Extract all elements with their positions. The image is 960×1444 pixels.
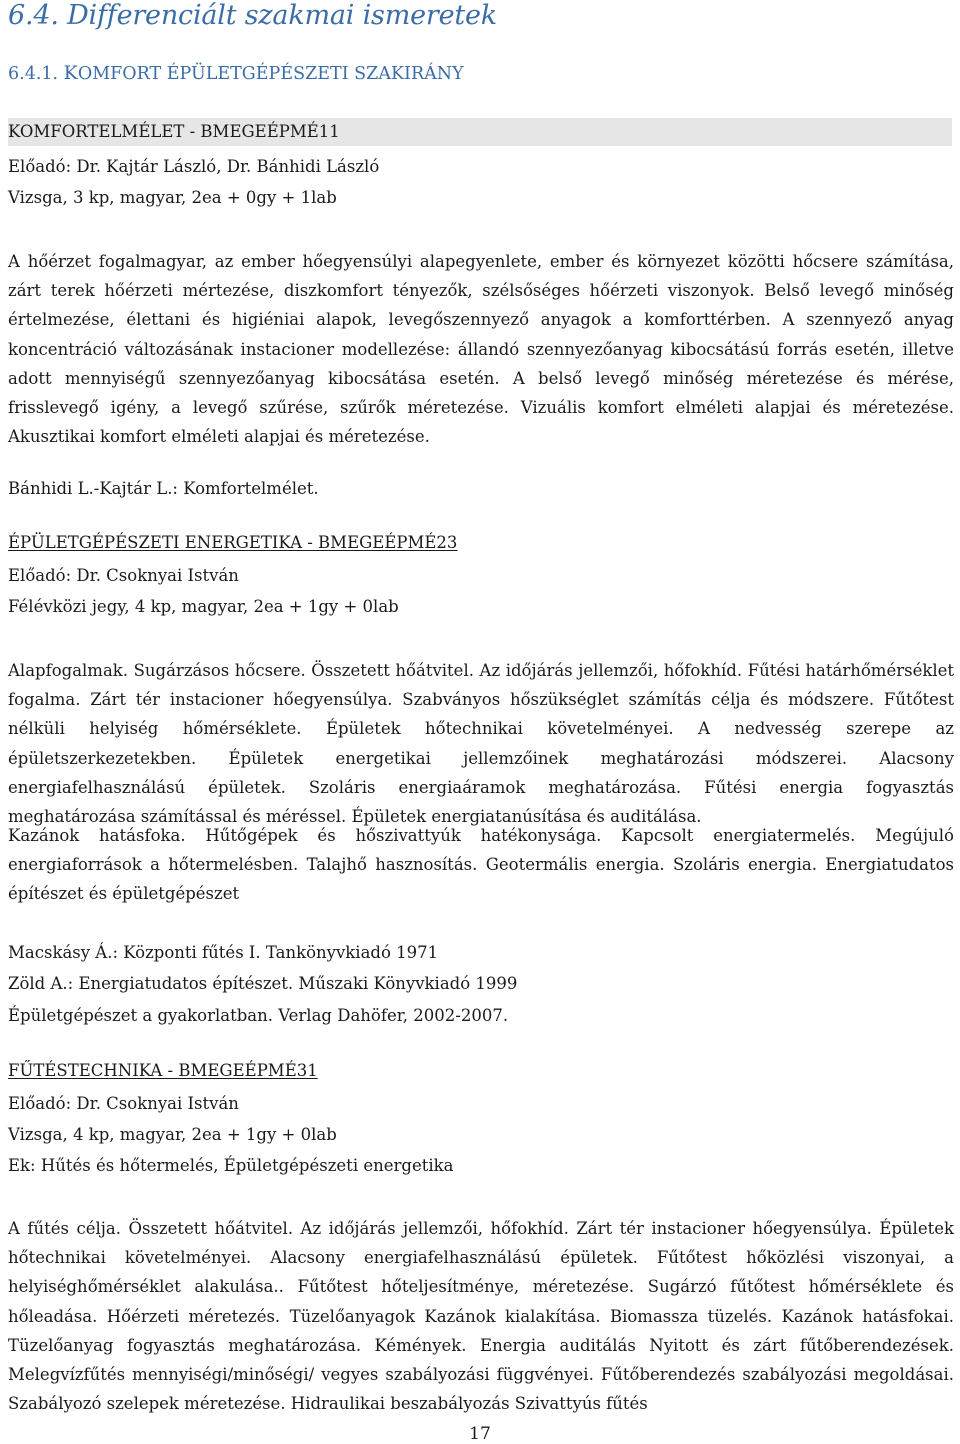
course3-prerequisite: Ek: Hűtés és hőtermelés, Épületgépészeti energetika: [8, 1156, 454, 1175]
section-title: 6.4. Differenciált szakmai ismeretek: [8, 0, 497, 31]
subsection-title: [8, 62, 464, 84]
subsection-name: OMFORT ÉPÜLETGÉPÉSZETI SZAKIRÁNY: [77, 64, 464, 84]
course2-lecturer: Előadó: Dr. Csoknyai István: [8, 566, 239, 585]
course2-title: ÉPÜLETGÉPÉSZETI ENERGETIKA - BMEGEÉPMÉ23: [8, 533, 458, 552]
course2-info: Félévközi jegy, 4 kp, magyar, 2ea + 1gy + 0lab: [8, 597, 399, 616]
course1-info: Vizsga, 3 kp, magyar, 2ea + 0gy + 1lab: [8, 188, 337, 207]
course3-title: FŰTÉSTECHNIKA - BMEGEÉPMÉ31: [8, 1061, 318, 1080]
course3-description: A fűtés célja. Összetett hőátvitel. Az időjárás jellemzői, hőfokhíd. Zárt tér instacioner hőegyensúlya. Épületek hőtechnikai követelményei. Alacsony energiafelhasználású épületek. Fűtőtest hőközlési viszonyai, a helyiséghőmérséklet alakulása.. Fűtőtest hőteljesítménye, méretezése. Sugárzó fűtőtest hőmérséklete és hőleadása. Hőérzeti méretezés. Tüzelőanyagok Kazánok kialakítása. Biomassza tüzelés. Kazánok hatásfokai. Tüzelőanyag fogyasztás meghatározása. Kémények. Energia auditálás Nyitott és zárt fűtőberendezések. Melegvízfűtés mennyiségi/minőségi/ vegyes szabályozási függvényei. Fűtőberendezés szabályozási megoldásai. Szabályozó szelepek méretezése. Hidraulikai beszabályozás Szivattyús fűtés: [8, 1219, 954, 1414]
course2-reference-1: Macskásy Á.: Központi fűtés I. Tankönyvkiadó 1971: [8, 943, 439, 962]
subsection-number: 6.4.1.: [8, 64, 59, 84]
page-number: 17: [469, 1424, 491, 1444]
course3-info: Vizsga, 4 kp, magyar, 2ea + 1gy + 0lab: [8, 1125, 337, 1144]
course1-description: A hőérzet fogalmagyar, az ember hőegyensúlyi alapegyenlete, ember és környezet közötti hőcsere számítása, zárt terek hőérzeti mértezése, diszkomfort tényezők, szélsőséges hőérzeti viszonyok. Belső levegő minőség értelmezése, élettani és higiéniai alapok, levegőszennyező anyagok a komforttérben. A szennyező anyag koncentráció változásának instacioner modellezése: állandó szennyezőanyag kibocsátású forrás esetén, illetve adott mennyiségű szennyezőanyag kibocsátása esetén. A belső levegő minőség méretezése és mérése, frisslevegő igény, a levegő szűrése, szűrők méretezése. Vizuális komfort elméleti alapjai és méretezése. Akusztikai komfort elméleti alapjai és méretezése.: [8, 252, 954, 447]
course2-reference-3: Épületgépészet a gyakorlatban. Verlag Dahöfer, 2002-2007.: [8, 1006, 509, 1025]
course1-reference: Bánhidi L.-Kajtár L.: Komfortelmélet.: [8, 479, 319, 498]
course2-description-2: Kazánok hatásfoka. Hűtőgépek és hőszivattyúk hatékonysága. Kapcsolt energiatermelés. Megújuló energiaforrások a hőtermelésben. Talajhő hasznosítás. Geotermális energia. Szoláris energia. Energiatudatos építészet és épületgépészet: [8, 826, 954, 904]
course2-description-1: Alapfogalmak. Sugárzásos hőcsere. Összetett hőátvitel. Az időjárás jellemzői, hőfokhíd. Fűtési határhőmérséklet fogalma. Zárt tér instacioner hőegyensúlya. Szabványos hőszükséglet számítás célja és módszere. Fűtőtest nélküli helyiség hőmérséklete. Épületek hőtechnikai követelményei. A nedvesség szerepe az épületszerkezetekben. Épületek energetikai jellemzőinek meghatározási módszerei. Alacsony energiafelhasználású épületek. Szoláris energiaáramok meghatározása. Fűtési energia fogyasztás meghatározása számítással és méréssel. Épületek energiatanúsítása és auditálása.: [8, 661, 954, 827]
course3-lecturer: Előadó: Dr. Csoknyai István: [8, 1094, 239, 1113]
course1-lecturer: Előadó: Dr. Kajtár László, Dr. Bánhidi László: [8, 157, 380, 176]
course1-title: KOMFORTELMÉLET - BMEGEÉPMÉ11: [8, 122, 340, 141]
subsection-initial: K: [63, 62, 78, 84]
course2-reference-2: Zöld A.: Energiatudatos építészet. Műszaki Könyvkiadó 1999: [8, 974, 518, 993]
